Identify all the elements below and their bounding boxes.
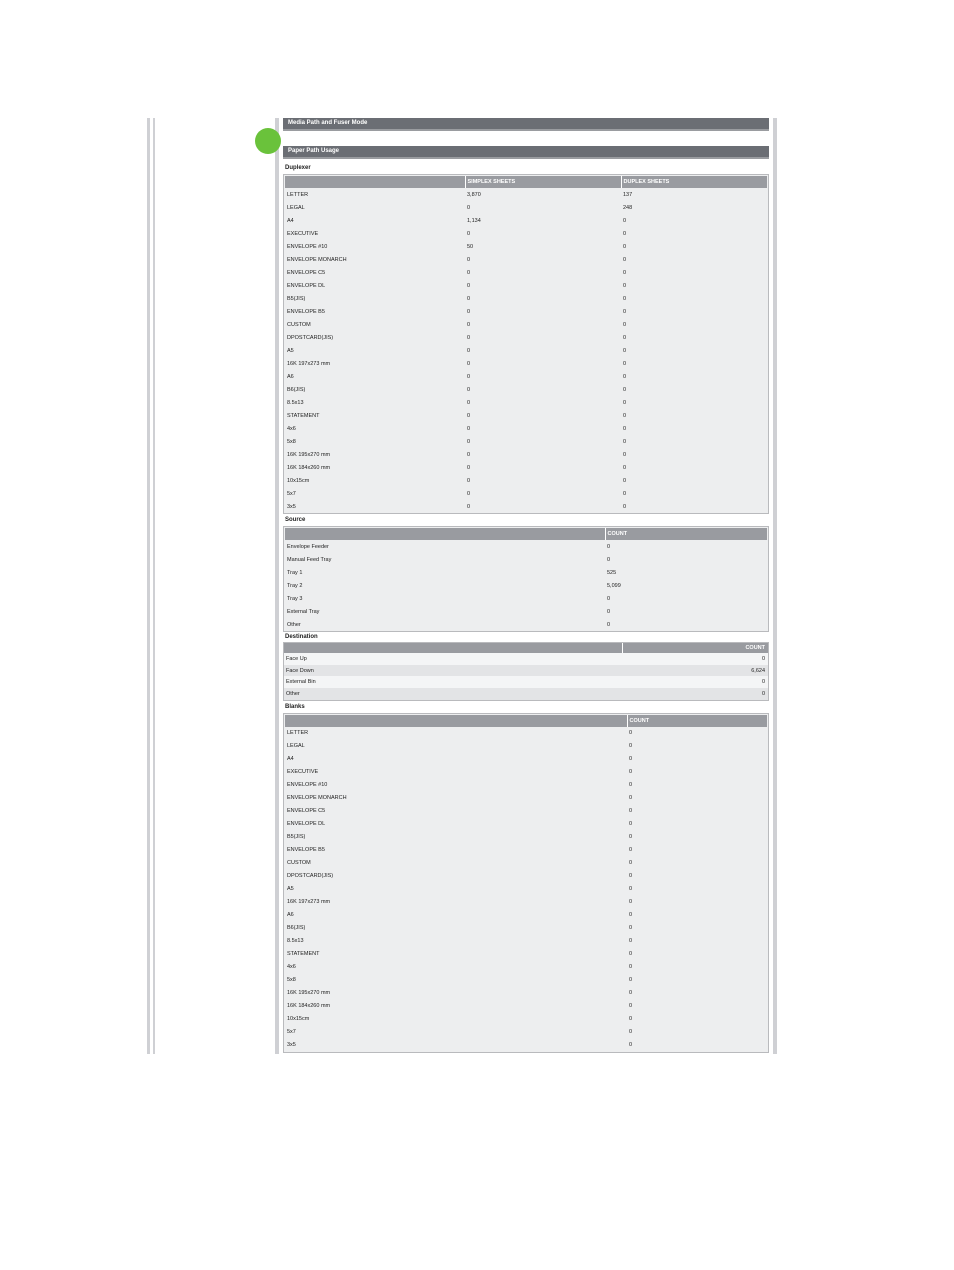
- source-row: [285, 618, 767, 631]
- step-indicator-dot: [255, 128, 281, 154]
- duplexer-row-value: 137: [623, 191, 633, 198]
- destination-row: [284, 676, 768, 688]
- blanks-row: [285, 870, 767, 883]
- duplexer-row-value: 0: [467, 399, 471, 406]
- blanks-title: Blanks: [285, 703, 305, 710]
- blanks-row: [285, 1000, 767, 1013]
- blanks-row-value: 0: [629, 964, 633, 971]
- source-row-value: 0: [607, 543, 611, 550]
- source-row-value: 525: [607, 569, 617, 576]
- duplexer-row: [285, 370, 767, 383]
- blanks-row-value: 0: [629, 990, 633, 997]
- blanks-row: [285, 831, 767, 844]
- destination-row-value: 0: [622, 653, 768, 665]
- blanks-row-label: CUSTOM: [287, 860, 311, 867]
- duplexer-row-label: ENVELOPE B5: [287, 308, 325, 315]
- blanks-row-value: 0: [629, 860, 633, 867]
- duplexer-row-label: 3x5: [287, 503, 296, 510]
- duplexer-row: [285, 448, 767, 461]
- blanks-row: [285, 1013, 767, 1026]
- blanks-row: [285, 987, 767, 1000]
- duplexer-row-value: 0: [623, 503, 627, 510]
- source-row: [285, 566, 767, 579]
- duplexer-header-duplex: DUPLEX SHEETS: [621, 176, 767, 188]
- duplexer-table: [285, 176, 767, 513]
- blanks-row: [285, 753, 767, 766]
- blanks-row-value: 0: [629, 769, 633, 776]
- blanks-row-value: 0: [629, 847, 633, 854]
- duplexer-row-label: A5: [287, 347, 294, 354]
- duplexer-row-label: ENVELOPE C5: [287, 269, 326, 276]
- duplexer-row-value: 0: [623, 243, 627, 250]
- blanks-row: [285, 1039, 767, 1052]
- duplexer-row-value: 1,134: [467, 217, 481, 224]
- blanks-row-label: 3x5: [287, 1042, 296, 1049]
- blanks-row: [285, 792, 767, 805]
- duplexer-row-value: 0: [467, 256, 471, 263]
- duplexer-row-value: 0: [623, 230, 627, 237]
- source-row: [285, 579, 767, 592]
- duplexer-row-value: 0: [467, 477, 471, 484]
- blanks-row-value: 0: [629, 743, 633, 750]
- section-media-path: Media Path and Fuser Mode: [283, 118, 769, 131]
- source-row-value: 0: [607, 556, 611, 563]
- duplexer-row-label: DPOSTCARD(JIS): [287, 334, 334, 341]
- source-row-label: External Tray: [287, 608, 320, 615]
- duplexer-row: [285, 318, 767, 331]
- duplexer-row-value: 0: [467, 308, 471, 315]
- destination-title: Destination: [285, 634, 318, 640]
- duplexer-row: [285, 396, 767, 409]
- duplexer-row-value: 0: [467, 295, 471, 302]
- duplexer-row-label: B6(JIS): [287, 386, 306, 393]
- duplexer-row-label: 16K 195x270 mm: [287, 451, 331, 458]
- duplexer-row-value: 0: [623, 308, 627, 315]
- blanks-row-value: 0: [629, 1016, 633, 1023]
- duplexer-row-value: 248: [623, 204, 633, 211]
- blanks-row-label: ENVELOPE C5: [287, 808, 326, 815]
- duplexer-row-value: 0: [623, 386, 627, 393]
- duplexer-row-value: 0: [467, 334, 471, 341]
- blanks-row-value: 0: [629, 1029, 633, 1036]
- duplexer-row: [285, 227, 767, 240]
- left-rail-inner: [153, 118, 155, 1054]
- source-row: [285, 540, 767, 553]
- blanks-row: [285, 909, 767, 922]
- duplexer-row-label: 4x6: [287, 425, 296, 432]
- source-row-value: 0: [607, 608, 611, 615]
- duplexer-row: [285, 500, 767, 513]
- blanks-row-label: 8.5x13: [287, 938, 304, 945]
- source-row-label: Manual Feed Tray: [287, 556, 332, 563]
- blanks-row-value: 0: [629, 834, 633, 841]
- duplexer-row: [285, 188, 767, 201]
- content-rail-right: [773, 118, 777, 1054]
- duplexer-row: [285, 461, 767, 474]
- blanks-row-label: ENVELOPE #10: [287, 782, 328, 789]
- duplexer-row-label: 5x8: [287, 438, 296, 445]
- duplexer-row-label: CUSTOM: [287, 321, 311, 328]
- duplexer-row-value: 0: [623, 269, 627, 276]
- duplexer-row: [285, 474, 767, 487]
- duplexer-row-value: 0: [623, 438, 627, 445]
- duplexer-row-label: ENVELOPE #10: [287, 243, 328, 250]
- blanks-row: [285, 1026, 767, 1039]
- blanks-row: [285, 896, 767, 909]
- section-paper-path: Paper Path Usage: [283, 146, 769, 159]
- blanks-row-value: 0: [629, 873, 633, 880]
- blanks-row-value: 0: [629, 730, 633, 737]
- source-row-label: Tray 3: [287, 595, 303, 602]
- destination-row-label: Other: [284, 688, 622, 700]
- duplexer-row-label: ENVELOPE DL: [287, 282, 326, 289]
- source-row-value: 0: [607, 595, 611, 602]
- duplexer-row-value: 0: [623, 282, 627, 289]
- duplexer-row-value: 0: [467, 360, 471, 367]
- source-header-count: COUNT: [605, 528, 767, 540]
- source-title: Source: [285, 517, 306, 523]
- blanks-row: [285, 844, 767, 857]
- blanks-row: [285, 740, 767, 753]
- duplexer-row-value: 0: [623, 217, 627, 224]
- blanks-row-value: 0: [629, 821, 633, 828]
- duplexer-row-label: STATEMENT: [287, 412, 320, 419]
- destination-row-value: 6,624: [622, 665, 768, 677]
- blanks-row-value: 0: [629, 977, 633, 984]
- source-table: [285, 528, 767, 631]
- duplexer-row-value: 0: [467, 269, 471, 276]
- duplexer-row-value: 0: [623, 490, 627, 497]
- duplexer-row: [285, 266, 767, 279]
- source-row-value: 5,099: [607, 582, 621, 589]
- duplexer-row-value: 0: [623, 334, 627, 341]
- duplexer-row-value: 0: [623, 360, 627, 367]
- blanks-row-label: A6: [287, 912, 294, 919]
- duplexer-row: [285, 383, 767, 396]
- blanks-row-label: B6(JIS): [287, 925, 306, 932]
- destination-row-value: 0: [622, 676, 768, 688]
- blanks-row-label: LEGAL: [287, 743, 305, 750]
- duplexer-panel: [283, 174, 769, 514]
- blanks-row: [285, 961, 767, 974]
- duplexer-row-value: 0: [623, 347, 627, 354]
- source-row: [285, 605, 767, 618]
- duplexer-row-value: 0: [623, 425, 627, 432]
- duplexer-row-label: LETTER: [287, 191, 309, 198]
- duplexer-row: [285, 279, 767, 292]
- duplexer-row-value: 0: [623, 477, 627, 484]
- blanks-row: [285, 935, 767, 948]
- duplexer-row-value: 0: [467, 321, 471, 328]
- duplexer-row-label: A6: [287, 373, 294, 380]
- duplexer-row-value: 0: [623, 399, 627, 406]
- duplexer-row-value: 50: [467, 243, 474, 250]
- duplexer-row-value: 0: [467, 204, 471, 211]
- blanks-row-label: 4x6: [287, 964, 296, 971]
- blanks-row-label: 16K 184x260 mm: [287, 1003, 331, 1010]
- destination-row-label: Face Up: [284, 653, 622, 665]
- duplexer-row-value: 0: [623, 412, 627, 419]
- blanks-row-value: 0: [629, 1042, 633, 1049]
- duplexer-row-label: 16K 184x260 mm: [287, 464, 331, 471]
- duplexer-row: [285, 240, 767, 253]
- report-content: [283, 118, 769, 1053]
- duplexer-header-blank: [285, 176, 465, 188]
- blanks-row: [285, 779, 767, 792]
- blanks-row-value: 0: [629, 808, 633, 815]
- blanks-row-value: 0: [629, 938, 633, 945]
- blanks-row-value: 0: [629, 912, 633, 919]
- duplexer-header-simplex: SIMPLEX SHEETS: [465, 176, 621, 188]
- duplexer-row-value: 0: [467, 386, 471, 393]
- blanks-row: [285, 805, 767, 818]
- source-row-label: Other: [287, 621, 301, 628]
- duplexer-row-label: ENVELOPE MONARCH: [287, 256, 347, 263]
- blanks-row-value: 0: [629, 951, 633, 958]
- blanks-row: [285, 857, 767, 870]
- source-header-blank: [285, 528, 605, 540]
- blanks-row-label: A4: [287, 756, 294, 763]
- duplexer-row-label: 16K 197x273 mm: [287, 360, 331, 367]
- blanks-row-value: 0: [629, 886, 633, 893]
- blanks-row-value: 0: [629, 795, 633, 802]
- duplexer-row-value: 0: [623, 451, 627, 458]
- duplexer-row: [285, 487, 767, 500]
- blanks-row-label: EXECUTIVE: [287, 769, 319, 776]
- duplexer-row-value: 0: [467, 425, 471, 432]
- blanks-row-value: 0: [629, 899, 633, 906]
- duplexer-row-label: 8.5x13: [287, 399, 304, 406]
- destination-table: [284, 643, 768, 700]
- blanks-row: [285, 766, 767, 779]
- duplexer-row-value: 0: [623, 373, 627, 380]
- duplexer-row-value: 0: [467, 373, 471, 380]
- duplexer-row-label: 5x7: [287, 490, 296, 497]
- blanks-row: [285, 974, 767, 987]
- blanks-header-blank: [285, 715, 627, 727]
- duplexer-row-value: 0: [623, 464, 627, 471]
- blanks-row: [285, 922, 767, 935]
- source-row: [285, 592, 767, 605]
- content-rail-left: [275, 118, 279, 1054]
- blanks-row-label: 16K 195x270 mm: [287, 990, 331, 997]
- source-row-label: Tray 2: [287, 582, 303, 589]
- blanks-row-label: ENVELOPE DL: [287, 821, 326, 828]
- duplexer-row-label: A4: [287, 217, 294, 224]
- blanks-row-value: 0: [629, 1003, 633, 1010]
- duplexer-row-value: 3,870: [467, 191, 481, 198]
- blanks-row: [285, 948, 767, 961]
- blanks-row-label: A5: [287, 886, 294, 893]
- blanks-row: [285, 818, 767, 831]
- blanks-row-label: 16K 197x273 mm: [287, 899, 331, 906]
- duplexer-row: [285, 201, 767, 214]
- duplexer-row: [285, 344, 767, 357]
- destination-header-count: COUNT: [622, 643, 768, 653]
- duplexer-row-label: 10x15cm: [287, 477, 310, 484]
- destination-header-blank: [284, 643, 622, 653]
- duplexer-row-label: LEGAL: [287, 204, 305, 211]
- duplexer-row-value: 0: [467, 282, 471, 289]
- blanks-row-label: 5x7: [287, 1029, 296, 1036]
- duplexer-row: [285, 409, 767, 422]
- duplexer-row-value: 0: [467, 464, 471, 471]
- duplexer-row: [285, 214, 767, 227]
- source-row: [285, 553, 767, 566]
- duplexer-row: [285, 422, 767, 435]
- blanks-row-label: 5x8: [287, 977, 296, 984]
- source-panel: [283, 526, 769, 632]
- destination-row: [284, 665, 768, 677]
- blanks-row-label: 10x15cm: [287, 1016, 310, 1023]
- duplexer-row-value: 0: [467, 490, 471, 497]
- blanks-row-label: ENVELOPE MONARCH: [287, 795, 347, 802]
- duplexer-row: [285, 435, 767, 448]
- blanks-row-label: LETTER: [287, 730, 309, 737]
- source-row-value: 0: [607, 621, 611, 628]
- blanks-row: [285, 883, 767, 896]
- blanks-row-label: STATEMENT: [287, 951, 320, 958]
- blanks-row-value: 0: [629, 782, 633, 789]
- left-rail-outer: [147, 118, 150, 1054]
- blanks-table: [285, 715, 767, 1052]
- duplexer-title: Duplexer: [285, 165, 311, 171]
- blanks-row: [285, 727, 767, 740]
- duplexer-row: [285, 357, 767, 370]
- blanks-row-label: DPOSTCARD(JIS): [287, 873, 334, 880]
- blanks-header-count: COUNT: [627, 715, 767, 727]
- duplexer-row-value: 0: [623, 295, 627, 302]
- duplexer-row-label: EXECUTIVE: [287, 230, 319, 237]
- duplexer-row: [285, 253, 767, 266]
- destination-row-label: Face Down: [284, 665, 622, 677]
- duplexer-row-value: 0: [467, 347, 471, 354]
- duplexer-row-value: 0: [467, 438, 471, 445]
- source-row-label: Tray 1: [287, 569, 303, 576]
- destination-panel: [283, 642, 769, 701]
- blanks-row-value: 0: [629, 756, 633, 763]
- blanks-panel: [283, 713, 769, 1053]
- blanks-row-label: ENVELOPE B5: [287, 847, 325, 854]
- duplexer-row-value: 0: [467, 503, 471, 510]
- duplexer-row: [285, 305, 767, 318]
- duplexer-row: [285, 331, 767, 344]
- destination-row-label: External Bin: [284, 676, 622, 688]
- source-row-label: Envelope Feeder: [287, 543, 329, 550]
- duplexer-row-value: 0: [623, 321, 627, 328]
- blanks-row-label: B5(JIS): [287, 834, 306, 841]
- destination-row: [284, 688, 768, 700]
- blanks-row-value: 0: [629, 925, 633, 932]
- duplexer-row: [285, 292, 767, 305]
- duplexer-row-label: B5(JIS): [287, 295, 306, 302]
- duplexer-row-value: 0: [467, 412, 471, 419]
- duplexer-row-value: 0: [467, 230, 471, 237]
- destination-row-value: 0: [622, 688, 768, 700]
- destination-row: [284, 653, 768, 665]
- duplexer-row-value: 0: [467, 451, 471, 458]
- duplexer-row-value: 0: [623, 256, 627, 263]
